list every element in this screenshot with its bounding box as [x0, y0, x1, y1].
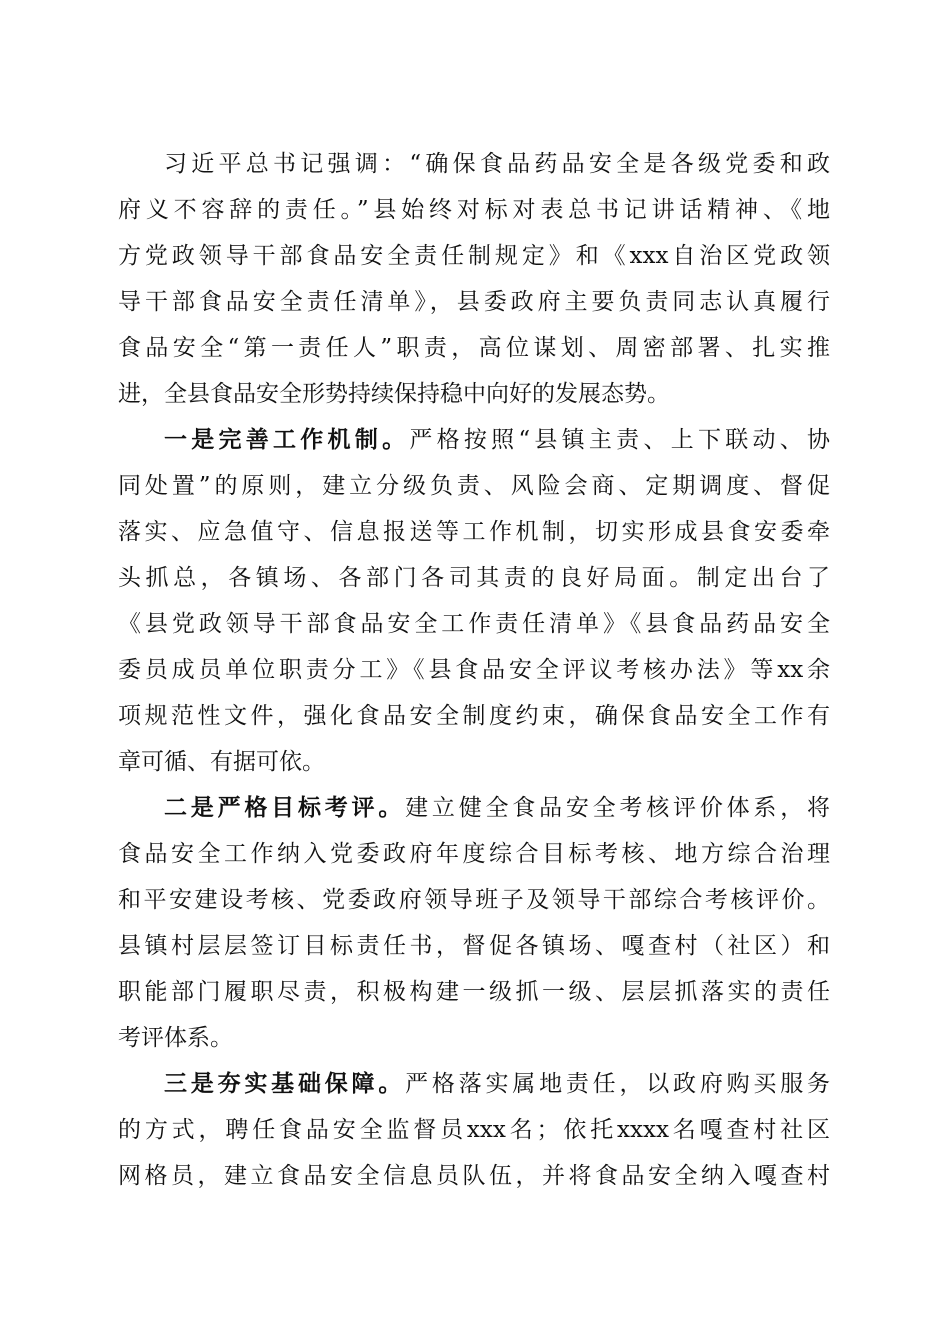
paragraph-basic-support [118, 1061, 830, 1199]
text-line: 县镇村层层签订目标责任书，督促各镇场、嘎查村（社区）和 [118, 933, 830, 959]
text-line: 的方式，聘任食品安全监督员xxx名；依托xxxx名嘎查村社区 [118, 1117, 830, 1143]
text-line: 进，全县食品安全形势持续保持稳中向好的发展态势。 [118, 381, 670, 407]
text-line: 网格员，建立食品安全信息员队伍，并将食品安全纳入嘎查村 [118, 1163, 830, 1189]
text-line: 同处置”的原则，建立分级负责、风险会商、定期调度、督促 [118, 473, 830, 499]
text-segment: 严格落实属地责任，以政府购买服务 [405, 1071, 831, 1097]
text-line: 《县党政领导干部食品安全工作责任清单》《县食品药品安全 [118, 611, 830, 637]
text-line [118, 417, 830, 463]
paragraph-intro [118, 141, 830, 417]
text-line: 头抓总，各镇场、各部门各司其责的良好局面。制定出台了 [118, 565, 830, 591]
paragraph-lead-heading: 二是严格目标考评。 [164, 794, 406, 821]
text-line: 考评体系。 [118, 1025, 233, 1051]
text-line: 府义不容辞的责任。”县始终对标对表总书记讲话精神、《地 [118, 197, 830, 223]
text-line: 章可循、有据可依。 [118, 749, 325, 775]
text-line: 委员成员单位职责分工》《县食品安全评议考核办法》等xx余 [118, 657, 830, 683]
text-line [118, 1061, 830, 1107]
text-line: 项规范性文件，强化食品安全制度约束，确保食品安全工作有 [118, 703, 830, 729]
text-line: 和平安建设考核、党委政府领导班子及领导干部综合考核评价。 [118, 887, 830, 913]
text-line: 食品安全“第一责任人”职责，高位谋划、周密部署、扎实推 [118, 335, 830, 361]
text-line: 习近平总书记强调：“确保食品药品安全是各级党委和政 [164, 151, 830, 177]
text-line: 方党政领导干部食品安全责任制规定》和《xxx自治区党政领 [118, 243, 830, 269]
paragraph-lead-heading: 一是完善工作机制。 [164, 426, 410, 453]
paragraph-work-mechanism [118, 417, 830, 785]
text-line: 食品安全工作纳入党委政府年度综合目标考核、地方综合治理 [118, 841, 830, 867]
text-line [118, 785, 830, 831]
text-line: 落实、应急值守、信息报送等工作机制，切实形成县食安委牵 [118, 519, 830, 545]
paragraph-target-evaluation [118, 785, 830, 1061]
paragraph-lead-heading: 三是夯实基础保障。 [164, 1070, 406, 1097]
text-line: 职能部门履职尽责，积极构建一级抓一级、层层抓落实的责任 [118, 979, 830, 1005]
text-line: 导干部食品安全责任清单》，县委政府主要负责同志认真履行 [118, 289, 830, 315]
document-body [118, 141, 830, 1199]
text-segment: 严格按照“县镇主责、上下联动、协 [409, 427, 830, 453]
text-segment: 建立健全食品安全考核评价体系，将 [405, 795, 831, 821]
